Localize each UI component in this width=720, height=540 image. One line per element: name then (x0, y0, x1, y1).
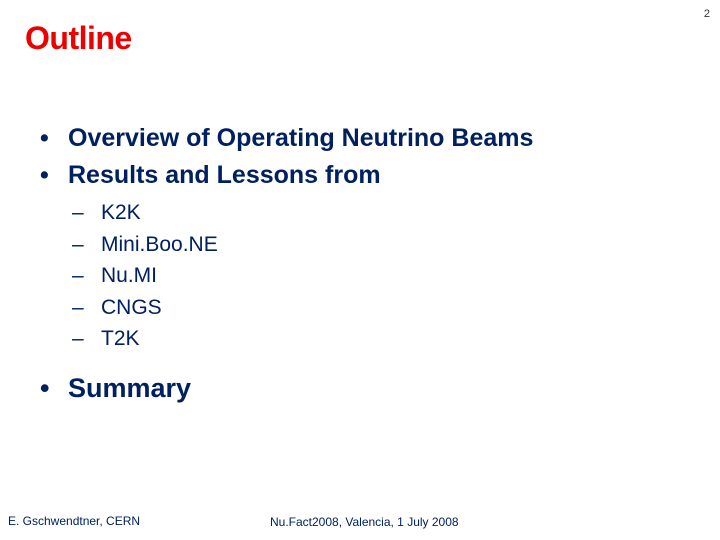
sub-bullet-item (72, 323, 218, 355)
sub-bullet-item (72, 260, 218, 292)
sub-bullet-text: Nu.MI (101, 264, 158, 287)
bullet-text: Overview of Operating Neutrino Beams (68, 124, 534, 152)
slide-title: Outline (25, 20, 132, 56)
bullet-marker: • (40, 124, 49, 152)
sub-bullet-marker: – (72, 264, 84, 287)
bullet-marker: • (40, 373, 50, 403)
sub-bullet-item (72, 197, 218, 229)
sub-bullet-text: CNGS (101, 295, 162, 319)
sub-bullet-marker: – (72, 295, 84, 319)
main-bullet-list (40, 120, 533, 194)
page-number: 2 (703, 8, 710, 20)
sub-bullet-marker: – (72, 232, 84, 256)
summary-bullet-list (40, 370, 191, 407)
bullet-text: Results and Lessons from (68, 161, 381, 189)
bullet-text: Summary (68, 373, 192, 403)
bullet-marker: • (40, 161, 49, 189)
sub-bullet-item (72, 229, 218, 261)
sub-bullet-text: Mini.Boo.NE (101, 232, 218, 256)
bullet-item (40, 370, 191, 407)
sub-bullet-list (72, 197, 218, 355)
sub-bullet-text: T2K (101, 327, 140, 350)
footer-event: Nu.Fact2008, Valencia, 1 July 2008 (270, 515, 459, 529)
sub-bullet-marker: – (72, 201, 84, 224)
sub-bullet-marker: – (72, 327, 84, 350)
footer-author: E. Gschwendtner, CERN (8, 514, 141, 528)
sub-bullet-text: K2K (101, 201, 141, 224)
bullet-item (40, 157, 533, 194)
bullet-item (40, 120, 533, 157)
sub-bullet-item (72, 292, 218, 324)
